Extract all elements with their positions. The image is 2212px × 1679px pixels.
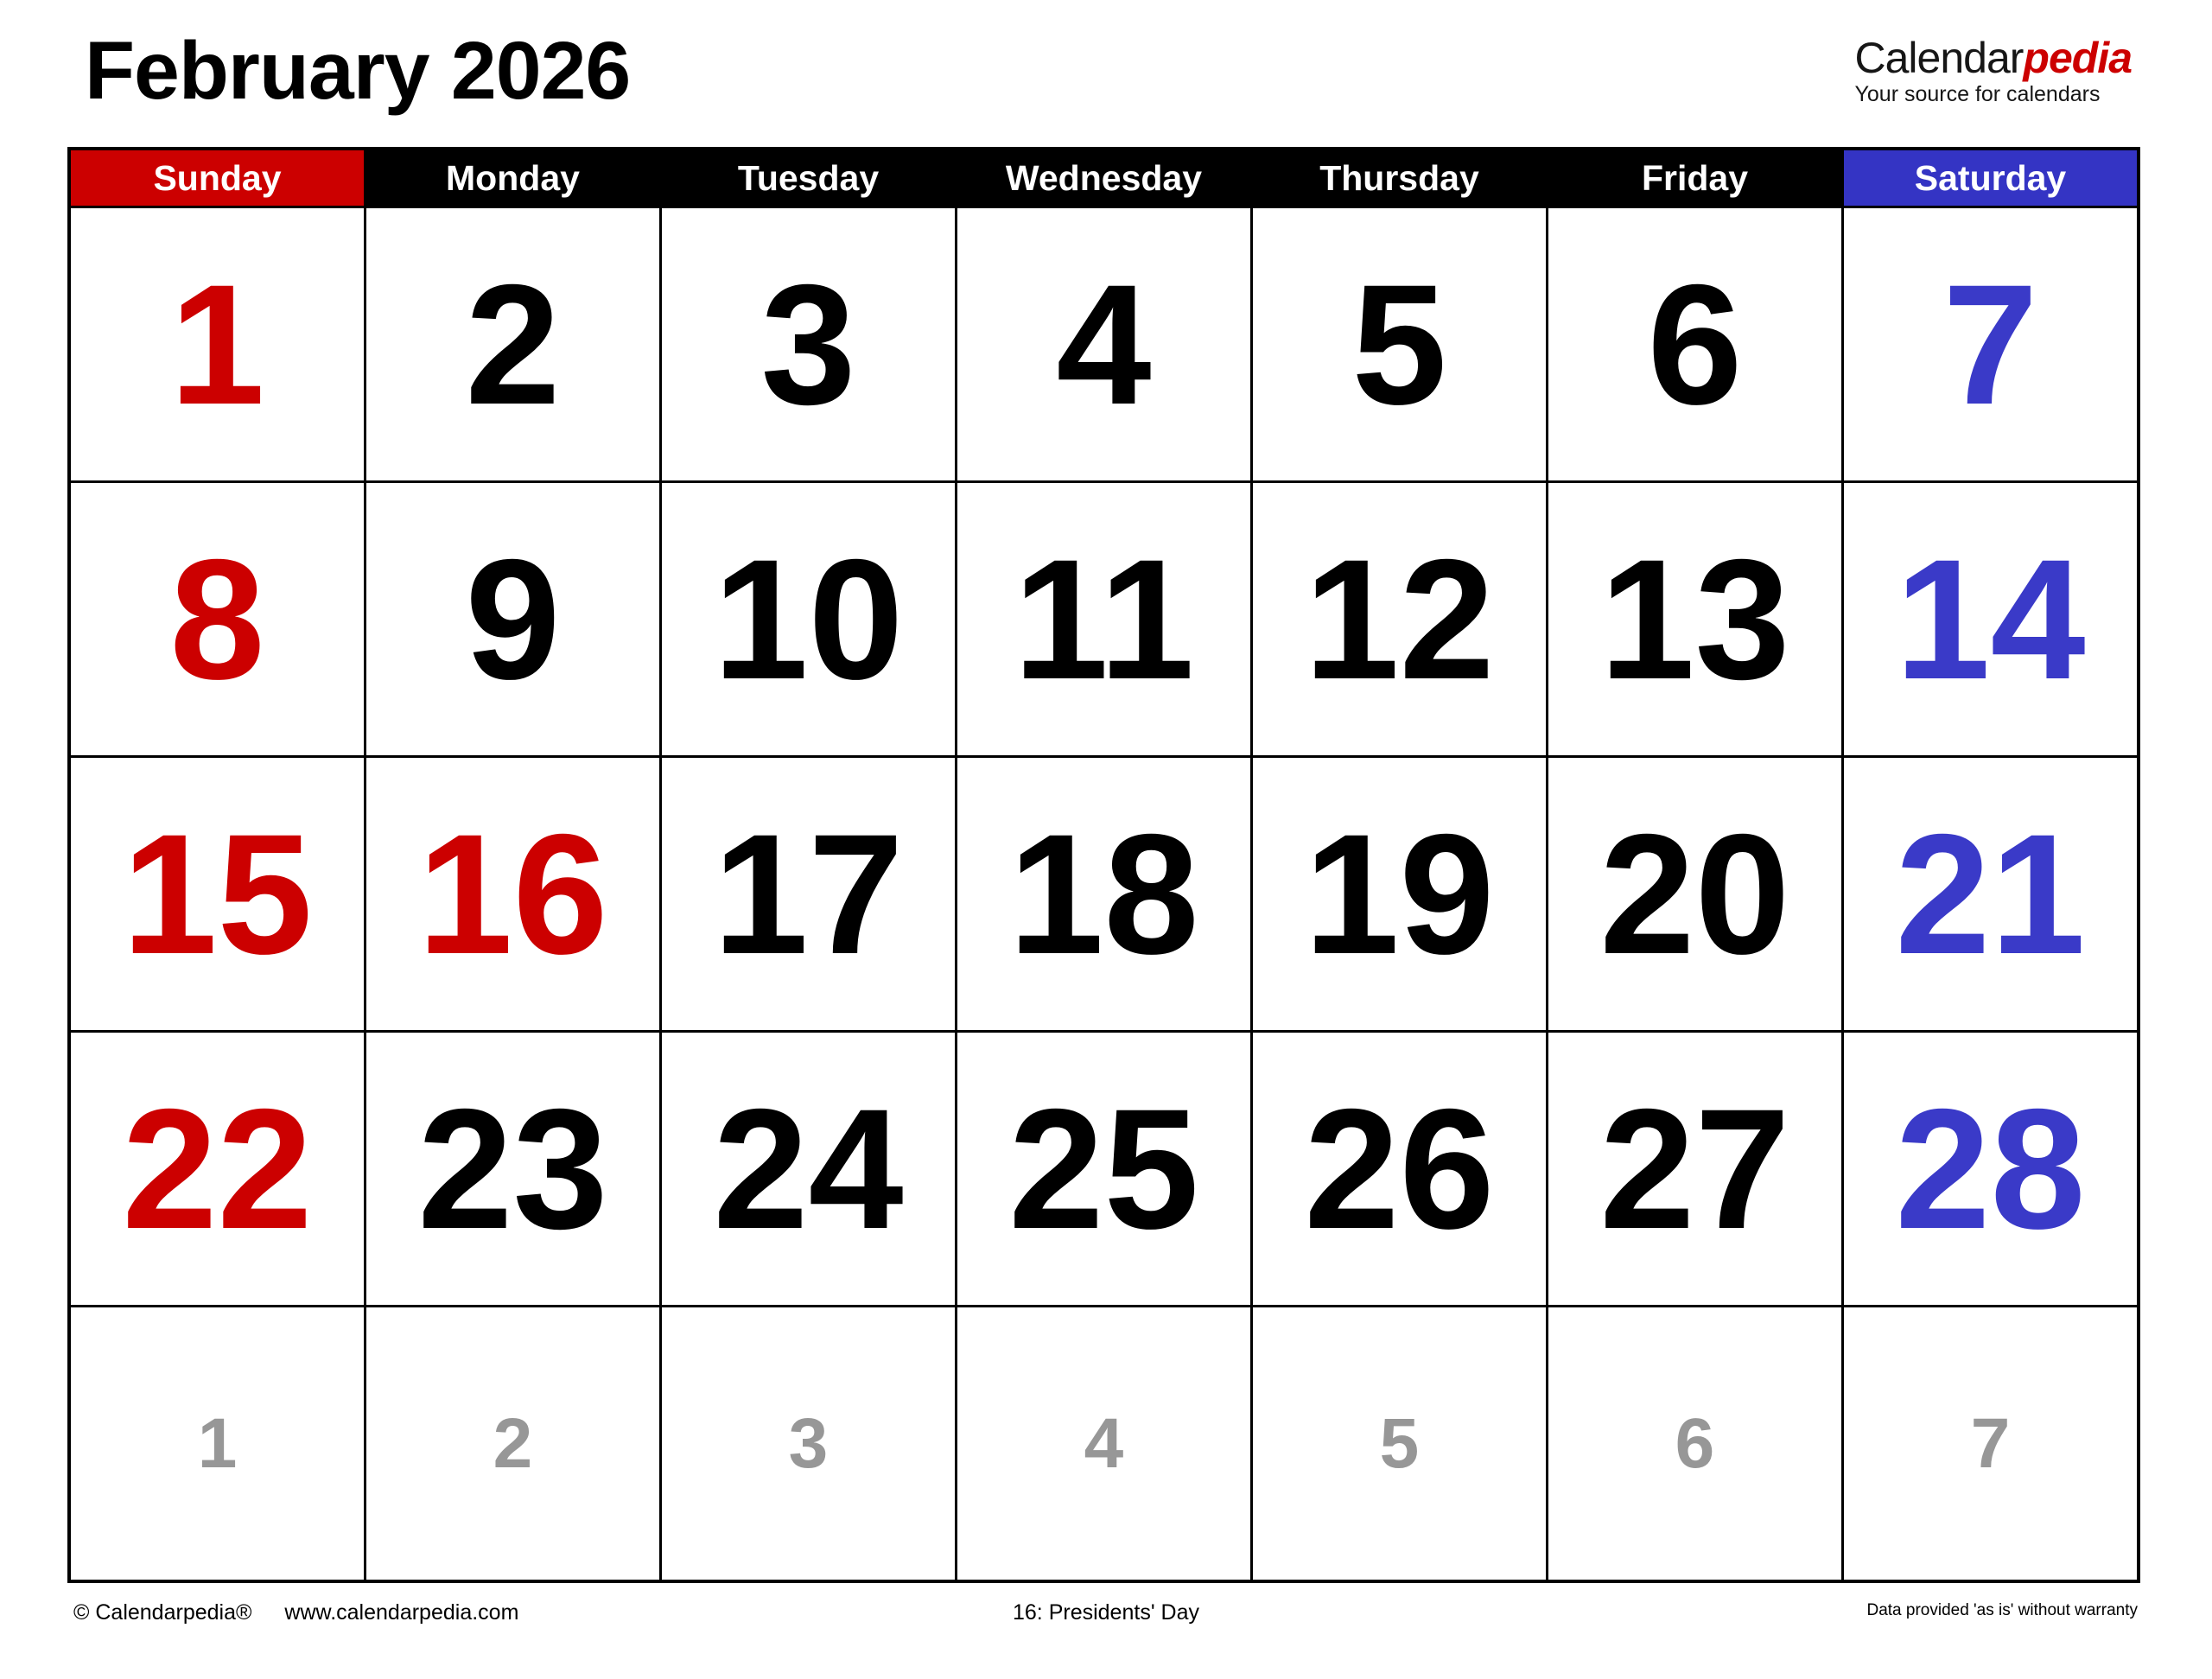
website-link[interactable]: www.calendarpedia.com xyxy=(284,1600,519,1625)
weekday-header-friday: Friday xyxy=(1547,149,1842,207)
logo-text-black: Calendar xyxy=(1854,34,2024,82)
day-cell-mar-2: 2 xyxy=(365,1307,660,1582)
week-row-1 xyxy=(69,207,2139,482)
weekday-header-row xyxy=(69,149,2139,207)
day-cell-feb-13: 13 xyxy=(1547,482,1842,757)
day-cell-feb-19: 19 xyxy=(1251,757,1547,1032)
week-row-5-next-month xyxy=(69,1307,2139,1582)
footer-disclaimer: Data provided 'as is' without warranty xyxy=(1866,1601,2138,1619)
day-cell-feb-1: 1 xyxy=(69,207,365,482)
day-cell-feb-11: 11 xyxy=(956,482,1251,757)
logo-text-red: pedia xyxy=(2023,34,2132,82)
weekday-header-sunday: Sunday xyxy=(69,149,365,207)
day-cell-feb-18: 18 xyxy=(956,757,1251,1032)
week-row-3 xyxy=(69,757,2139,1032)
page-title: February 2026 xyxy=(85,25,631,117)
day-cell-feb-10: 10 xyxy=(660,482,956,757)
day-cell-feb-22: 22 xyxy=(69,1032,365,1307)
day-cell-feb-24: 24 xyxy=(660,1032,956,1307)
day-cell-mar-6: 6 xyxy=(1547,1307,1842,1582)
weekday-header-wednesday: Wednesday xyxy=(956,149,1251,207)
day-cell-mar-1: 1 xyxy=(69,1307,365,1582)
day-cell-feb-25: 25 xyxy=(956,1032,1251,1307)
logo-tagline: Your source for calendars xyxy=(1854,82,2101,106)
day-cell-feb-26: 26 xyxy=(1251,1032,1547,1307)
day-cell-feb-9: 9 xyxy=(365,482,660,757)
calendarpedia-logo xyxy=(1855,36,2133,105)
day-cell-feb-8: 8 xyxy=(69,482,365,757)
calendar-grid xyxy=(67,147,2140,1583)
day-cell-mar-5: 5 xyxy=(1251,1307,1547,1582)
day-cell-feb-4: 4 xyxy=(956,207,1251,482)
day-cell-feb-7: 7 xyxy=(1842,207,2139,482)
day-cell-feb-16-presidents-day: 16 xyxy=(365,757,660,1032)
day-cell-feb-27: 27 xyxy=(1547,1032,1842,1307)
week-row-2 xyxy=(69,482,2139,757)
weekday-header-thursday: Thursday xyxy=(1251,149,1547,207)
day-cell-feb-14: 14 xyxy=(1842,482,2139,757)
week-row-4 xyxy=(69,1032,2139,1307)
weekday-header-tuesday: Tuesday xyxy=(660,149,956,207)
day-cell-feb-12: 12 xyxy=(1251,482,1547,757)
day-cell-feb-5: 5 xyxy=(1251,207,1547,482)
day-cell-feb-20: 20 xyxy=(1547,757,1842,1032)
day-cell-feb-3: 3 xyxy=(660,207,956,482)
day-cell-mar-4: 4 xyxy=(956,1307,1251,1582)
day-cell-feb-6: 6 xyxy=(1547,207,1842,482)
day-cell-mar-3: 3 xyxy=(660,1307,956,1582)
day-cell-feb-2: 2 xyxy=(365,207,660,482)
copyright-text: © Calendarpedia® xyxy=(73,1600,252,1625)
day-cell-feb-15: 15 xyxy=(69,757,365,1032)
logo-wordmark xyxy=(1854,34,2133,82)
day-cell-mar-7: 7 xyxy=(1842,1307,2139,1582)
day-cell-feb-21: 21 xyxy=(1842,757,2139,1032)
day-cell-feb-23: 23 xyxy=(365,1032,660,1307)
weekday-header-saturday: Saturday xyxy=(1842,149,2139,207)
day-cell-feb-17: 17 xyxy=(660,757,956,1032)
day-cell-feb-28: 28 xyxy=(1842,1032,2139,1307)
footer-holiday-note: 16: Presidents' Day xyxy=(1013,1600,1199,1625)
weekday-header-monday: Monday xyxy=(365,149,660,207)
